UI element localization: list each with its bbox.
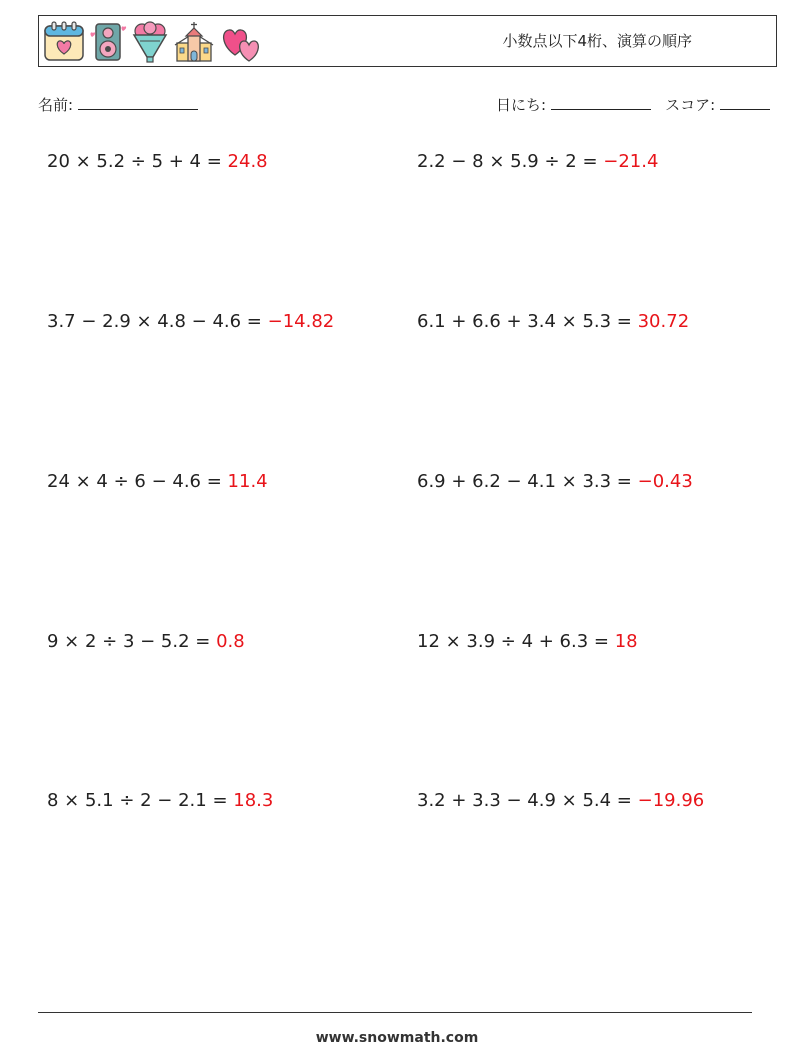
problem-expression: 24 × 4 ÷ 6 − 4.6 = xyxy=(47,471,228,492)
problem-expression: 8 × 5.1 ÷ 2 − 2.1 = xyxy=(47,790,234,811)
problem-2 xyxy=(417,151,658,173)
problem-expression: 9 × 2 ÷ 3 − 5.2 = xyxy=(47,631,217,652)
problem-expression: 6.1 + 6.6 + 3.4 × 5.3 = xyxy=(417,311,638,332)
problem-answer: −19.96 xyxy=(637,790,705,811)
problem-answer: −14.82 xyxy=(267,311,335,332)
hearts-icon xyxy=(219,21,263,63)
problem-expression: 3.2 + 3.3 − 4.9 × 5.4 = xyxy=(417,790,638,811)
problem-answer: 30.72 xyxy=(637,311,690,332)
problem-expression: 20 × 5.2 ÷ 5 + 4 = xyxy=(47,151,228,172)
problem-answer: 18 xyxy=(614,631,638,652)
score-label: スコア: xyxy=(665,96,716,114)
problem-expression: 3.7 − 2.9 × 4.8 − 4.6 = xyxy=(47,311,268,332)
problem-7 xyxy=(47,631,245,653)
problem-8 xyxy=(417,631,638,653)
date-label: 日にち: xyxy=(496,96,547,114)
name-field xyxy=(38,94,198,115)
problem-6 xyxy=(417,471,693,493)
problem-answer: 18.3 xyxy=(233,790,274,811)
speaker-icon xyxy=(89,21,127,63)
score-blank[interactable] xyxy=(720,94,770,110)
problem-answer: 11.4 xyxy=(227,471,268,492)
footer-site: www.snowmath.com xyxy=(315,1030,479,1046)
name-blank[interactable] xyxy=(78,94,198,110)
problem-answer: 0.8 xyxy=(216,631,245,652)
worksheet-title: 小数点以下4桁、演算の順序 xyxy=(502,32,692,50)
problem-answer: −0.43 xyxy=(637,471,693,492)
problem-answer: −21.4 xyxy=(603,151,659,172)
problem-expression: 6.9 + 6.2 − 4.1 × 3.3 = xyxy=(417,471,638,492)
problem-10 xyxy=(417,790,704,812)
calendar-heart-icon xyxy=(43,21,85,63)
icon-strip xyxy=(43,19,263,65)
problem-1 xyxy=(47,151,268,173)
date-blank[interactable] xyxy=(551,94,651,110)
problem-4 xyxy=(417,311,689,333)
problem-5 xyxy=(47,471,268,493)
bouquet-icon xyxy=(131,21,169,63)
problem-9 xyxy=(47,790,273,812)
church-icon xyxy=(173,21,215,63)
worksheet-header xyxy=(38,15,777,67)
problem-answer: 24.8 xyxy=(227,151,268,172)
problem-expression: 12 × 3.9 ÷ 4 + 6.3 = xyxy=(417,631,615,652)
date-score-fields xyxy=(496,94,770,115)
name-label: 名前: xyxy=(38,96,74,114)
footer-divider xyxy=(38,1012,752,1013)
problem-3 xyxy=(47,311,334,333)
problem-expression: 2.2 − 8 × 5.9 ÷ 2 = xyxy=(417,151,604,172)
